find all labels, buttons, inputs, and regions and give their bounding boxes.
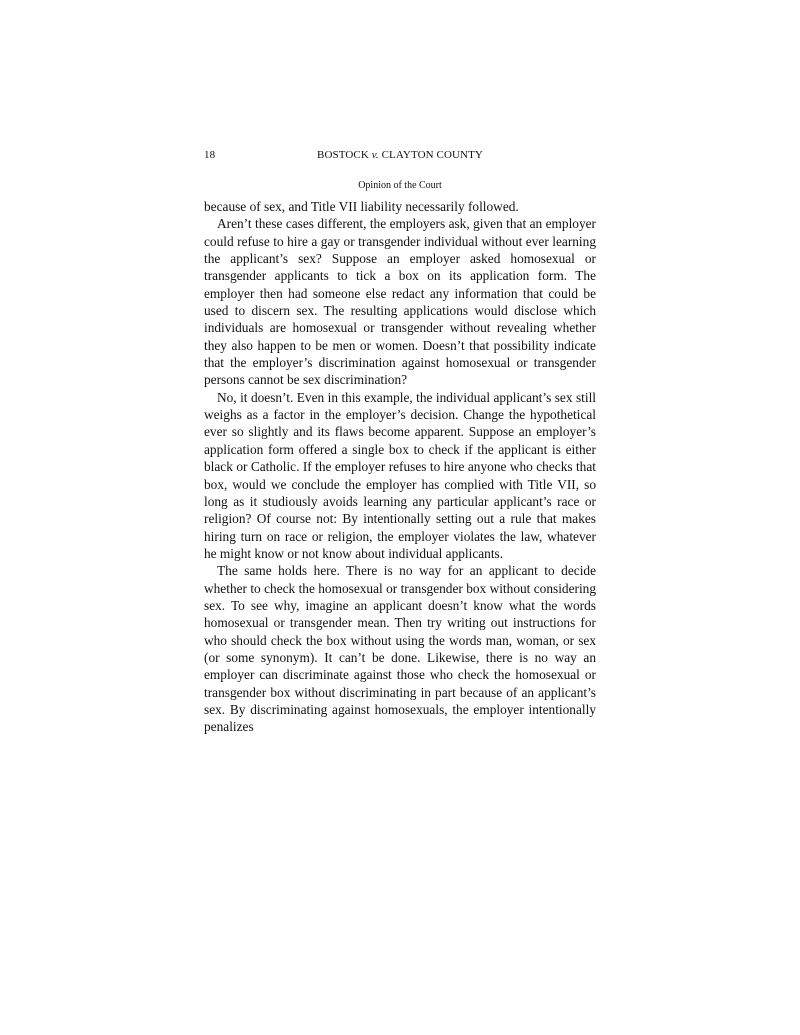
- section-heading: Opinion of the Court: [358, 180, 442, 191]
- case-title-versus: v.: [371, 149, 379, 161]
- opinion-page: [204, 149, 596, 736]
- paragraph: The same holds here. There is no way for an applicant to decide whether to check the homosexual or transgender box without considering sex. To see why, imagine an applicant doesn’t know what the words homosexual or transgender mean. Then try writing out instructions for who should check the box without using the words man, woman, or sex (or some synonym). It can’t be done. Likewise, there is no way an employer can discriminate against those who check the homosexual or transgender box without discriminating in part because of an applicant’s sex. By discriminating against homosexuals, the employer intentionally penalizes: [204, 563, 596, 735]
- opinion-body: [204, 198, 596, 736]
- paragraph: No, it doesn’t. Even in this example, the individual applicant’s sex still weighs as a factor in the employer’s decision. Change the hypothetical ever so slightly and its flaws become apparent. Suppose an employer’s application form offered a single box to check if the applicant is either black or Catholic. If the employer refuses to hire anyone who checks that box, would we conclude the employer has complied with Title VII, so long as it studiously avoids learning any particular applicant’s race or religion? Of course not: By intentionally setting out a rule that makes hiring turn on race or religion, the employer violates the law, whatever he might know or not know about individual applicants.: [204, 389, 596, 561]
- paragraph: Aren’t these cases different, the employers ask, given that an employer could refuse to hire a gay or transgender individual without ever learning the applicant’s sex? Suppose an employer asked homosexual or transgender applicants to tick a box on its application form. The employer then had someone else redact any information that could be used to discern sex. The resulting applications would disclose which individuals are homosexual or transgender without revealing whether they also happen to be men or women. Doesn’t that possibility indicate that the employer’s discrimination against homosexual or transgender persons cannot be sex discrimination?: [204, 216, 596, 388]
- case-title-party-two: CLAYTON COUNTY: [378, 149, 483, 161]
- page-number: 18: [204, 149, 216, 161]
- case-title-party-one: BOSTOCK: [317, 149, 372, 161]
- running-header: [204, 149, 596, 165]
- case-title: [204, 149, 596, 161]
- paragraph-continuation: because of sex, and Title VII liability necessarily followed.: [204, 199, 519, 214]
